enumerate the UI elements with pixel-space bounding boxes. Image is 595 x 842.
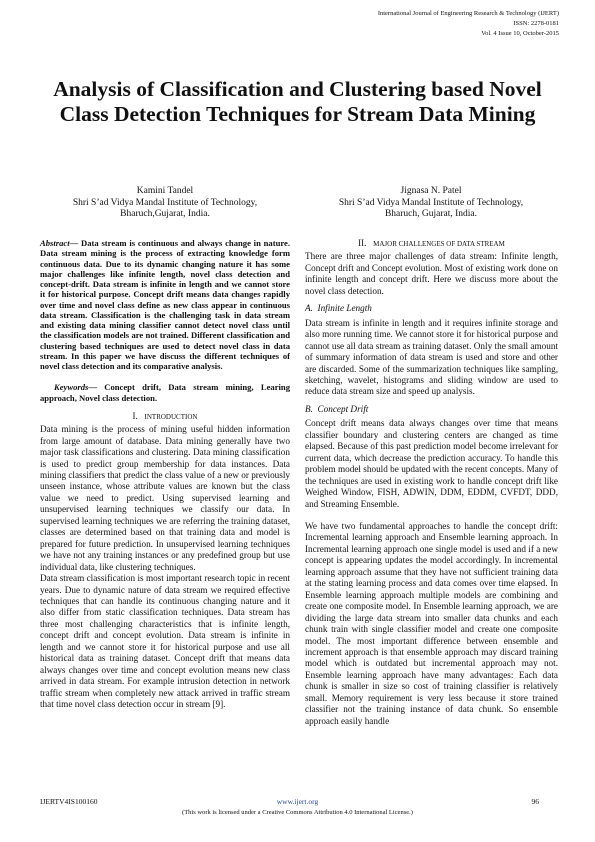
section-title: MAJOR CHALLENGES OF DATA STREAM bbox=[373, 240, 505, 248]
abstract bbox=[40, 238, 290, 371]
challenges-paragraph: There are three major challenges of data stream: Infinite length, Concept drift and Concept evolution. Most of existing work done on infinite length and concept drift. Here we discuss more about the novel class detection. bbox=[305, 251, 558, 296]
journal-volume: Vol. 4 Issue 10, October-2015 bbox=[481, 30, 559, 37]
subsection-title: Infinite Length bbox=[317, 303, 372, 314]
page-number: 96 bbox=[531, 797, 539, 806]
journal-header bbox=[378, 9, 559, 39]
abstract-label: Abstract— bbox=[40, 238, 79, 248]
keywords-text: Concept drift, Data stream mining, Learing approach, Novel class detection. bbox=[40, 382, 290, 403]
infinite-length-paragraph: Data stream is infinite in length and it requires infinite storage and also more running time. We cannot store it for historical purpose and cannot use all data stream as training dataset. Only the small amount of summary information of data stream is used and store and other are discarded. Some of the summarization techniques like sampling, sketching, wavelet, histograms and sliding window are used to reduce data stream size and speed up analysis. bbox=[305, 317, 558, 397]
keywords-label: Keywords— bbox=[54, 382, 97, 393]
left-column bbox=[40, 238, 290, 711]
section-numeral: I. bbox=[132, 410, 138, 421]
keywords bbox=[40, 382, 290, 403]
subsection-heading-infinite-length bbox=[305, 303, 558, 314]
concept-drift-paragraph-1: Concept drift means data always changes over time that means classifier boundary and clustering centers are changed as time elapsed. Because of this past prediction model become irrelevant for current data, which decrease the prediction accuracy. To handle this problem model should be updated with the recent concepts. Many of the techniques are used in existing work to handle concept drift like Weighed Window, FISH, ADWIN, DDM, EDDM, CVFDT, DDD, and Streaming Ensemble. bbox=[305, 418, 558, 509]
section-heading-challenges bbox=[305, 238, 558, 250]
subsection-heading-concept-drift bbox=[305, 404, 558, 415]
intro-paragraph-1: Data mining is the process of mining useful hidden information from large amount of database. Data mining generally have two major task classifications and clustering. Data mining classification is used to predict group membership for data instances. Data mining classifiers that predict the class value of a new or previously unseen instance, whose attribute values are known but the class value we need to predict. Using supervised learning and unsupervised learning techniques we classify our data. In supervised learning techniques we are referring the training dataset, classes are determined based on that training data and model is prepared for future prediction. In unsupervised learning techniques we have not any training instances or any predefined group but use individual data, like clustering techniques. bbox=[40, 424, 290, 572]
intro-paragraph-2: Data stream classification is most important research topic in recent years. Due to dynamic nature of data stream we required effective techniques that can handle its continuous changing nature and it also differ from static classification techniques. Data stream has three most challenging characteristics that is infinite length, concept drift and concept evolution. Data stream is infinite in length and we cannot store it for historical purpose and use all historical data as training dataset. Concept drift that means data always changes over time and concept evolution means new class arrived in data stream. For example intrusion detection in network traffic stream when completely new attack arrived in traffic stream that time novel class detection occur in stream [9]. bbox=[40, 573, 290, 710]
journal-website-link[interactable]: www.ijert.org bbox=[276, 797, 319, 806]
author-name: Kamini Tandel bbox=[136, 186, 194, 196]
section-numeral: II. bbox=[358, 238, 367, 248]
subsection-label: A. bbox=[305, 303, 313, 314]
paper-id: IJERTV4IS100160 bbox=[40, 797, 98, 806]
section-title: INTRODUCTION bbox=[144, 412, 198, 421]
abstract-text: Data stream is continuous and always change in nature. Data stream mining is the process of extracting knowledge form continuous data. Due to its dynamic changing nature it has some major challenges like infinite length, novel class detection and concept-drift. Data stream is infinite in length and we cannot store it for historical purpose. Concept drift means data changes rapidly over time and novel class define as new class appear in continuous data stream. Classification is the challenging task in data stream and existing data mining classifier cannot detect novel class until the classification models are not trained. Different classification and clustering based techniques are used to detect novel class in data stream. In this paper we have discuss the different techniques of novel class detection and its comparative analysis. bbox=[40, 238, 290, 371]
subsection-title: Concept Drift bbox=[317, 403, 369, 414]
section-heading-introduction bbox=[40, 411, 290, 423]
journal-issn: ISSN: 2278-0181 bbox=[513, 20, 559, 27]
concept-drift-paragraph-2: We have two fundamental approaches to handle the concept drift: Incremental learning approach and Ensemble learning approach. In Incremental learning approach one single model is used and if a new concept is appearing updates the model accordingly. In incremental learning approach assume that they have not sufficient training data at the stating learning process and data comes over time elapsed. In Ensemble learning approach multiple models are combining and create one composite model. In Ensemble learning approach, we are dividing the large data stream into smaller data chunks and each chunk train with single classifier model and create one composite model. The most important difference between ensemble and increment approach is that ensemble approach may discard training model which is outdated but incremental approach may not. Ensemble learning approach have many advantages: Each data chunk is smaller in size so cost of training classifier is relatively small. Memory requirement is very less because it store trained classifier not the training instance of data chunk. So ensemble approach easily handle bbox=[305, 520, 558, 726]
author-affiliation: Shri S’ad Vidya Mandal Institute of Technology, bbox=[72, 197, 258, 208]
author-location: Bharuch, Gujarat, India. bbox=[384, 209, 478, 219]
author-block-1 bbox=[40, 186, 290, 221]
author-affiliation: Shri S’ad Vidya Mandal Institute of Technology, bbox=[338, 197, 524, 208]
author-block-2 bbox=[302, 186, 560, 221]
license-notice: (This work is licensed under a Creative Commons Attribution 4.0 International License.) bbox=[182, 809, 413, 816]
author-location: Bharuch,Gujarat, India. bbox=[120, 209, 210, 219]
journal-name: International Journal of Engineering Research & Technology (IJERT) bbox=[377, 10, 559, 17]
author-name: Jignasa N. Patel bbox=[400, 186, 462, 196]
paper-title: Analysis of Classification and Clustering based Novel Class Detection Techniques for Stream Data Mining bbox=[53, 77, 542, 126]
subsection-label: B. bbox=[305, 403, 313, 414]
right-column bbox=[305, 238, 558, 727]
